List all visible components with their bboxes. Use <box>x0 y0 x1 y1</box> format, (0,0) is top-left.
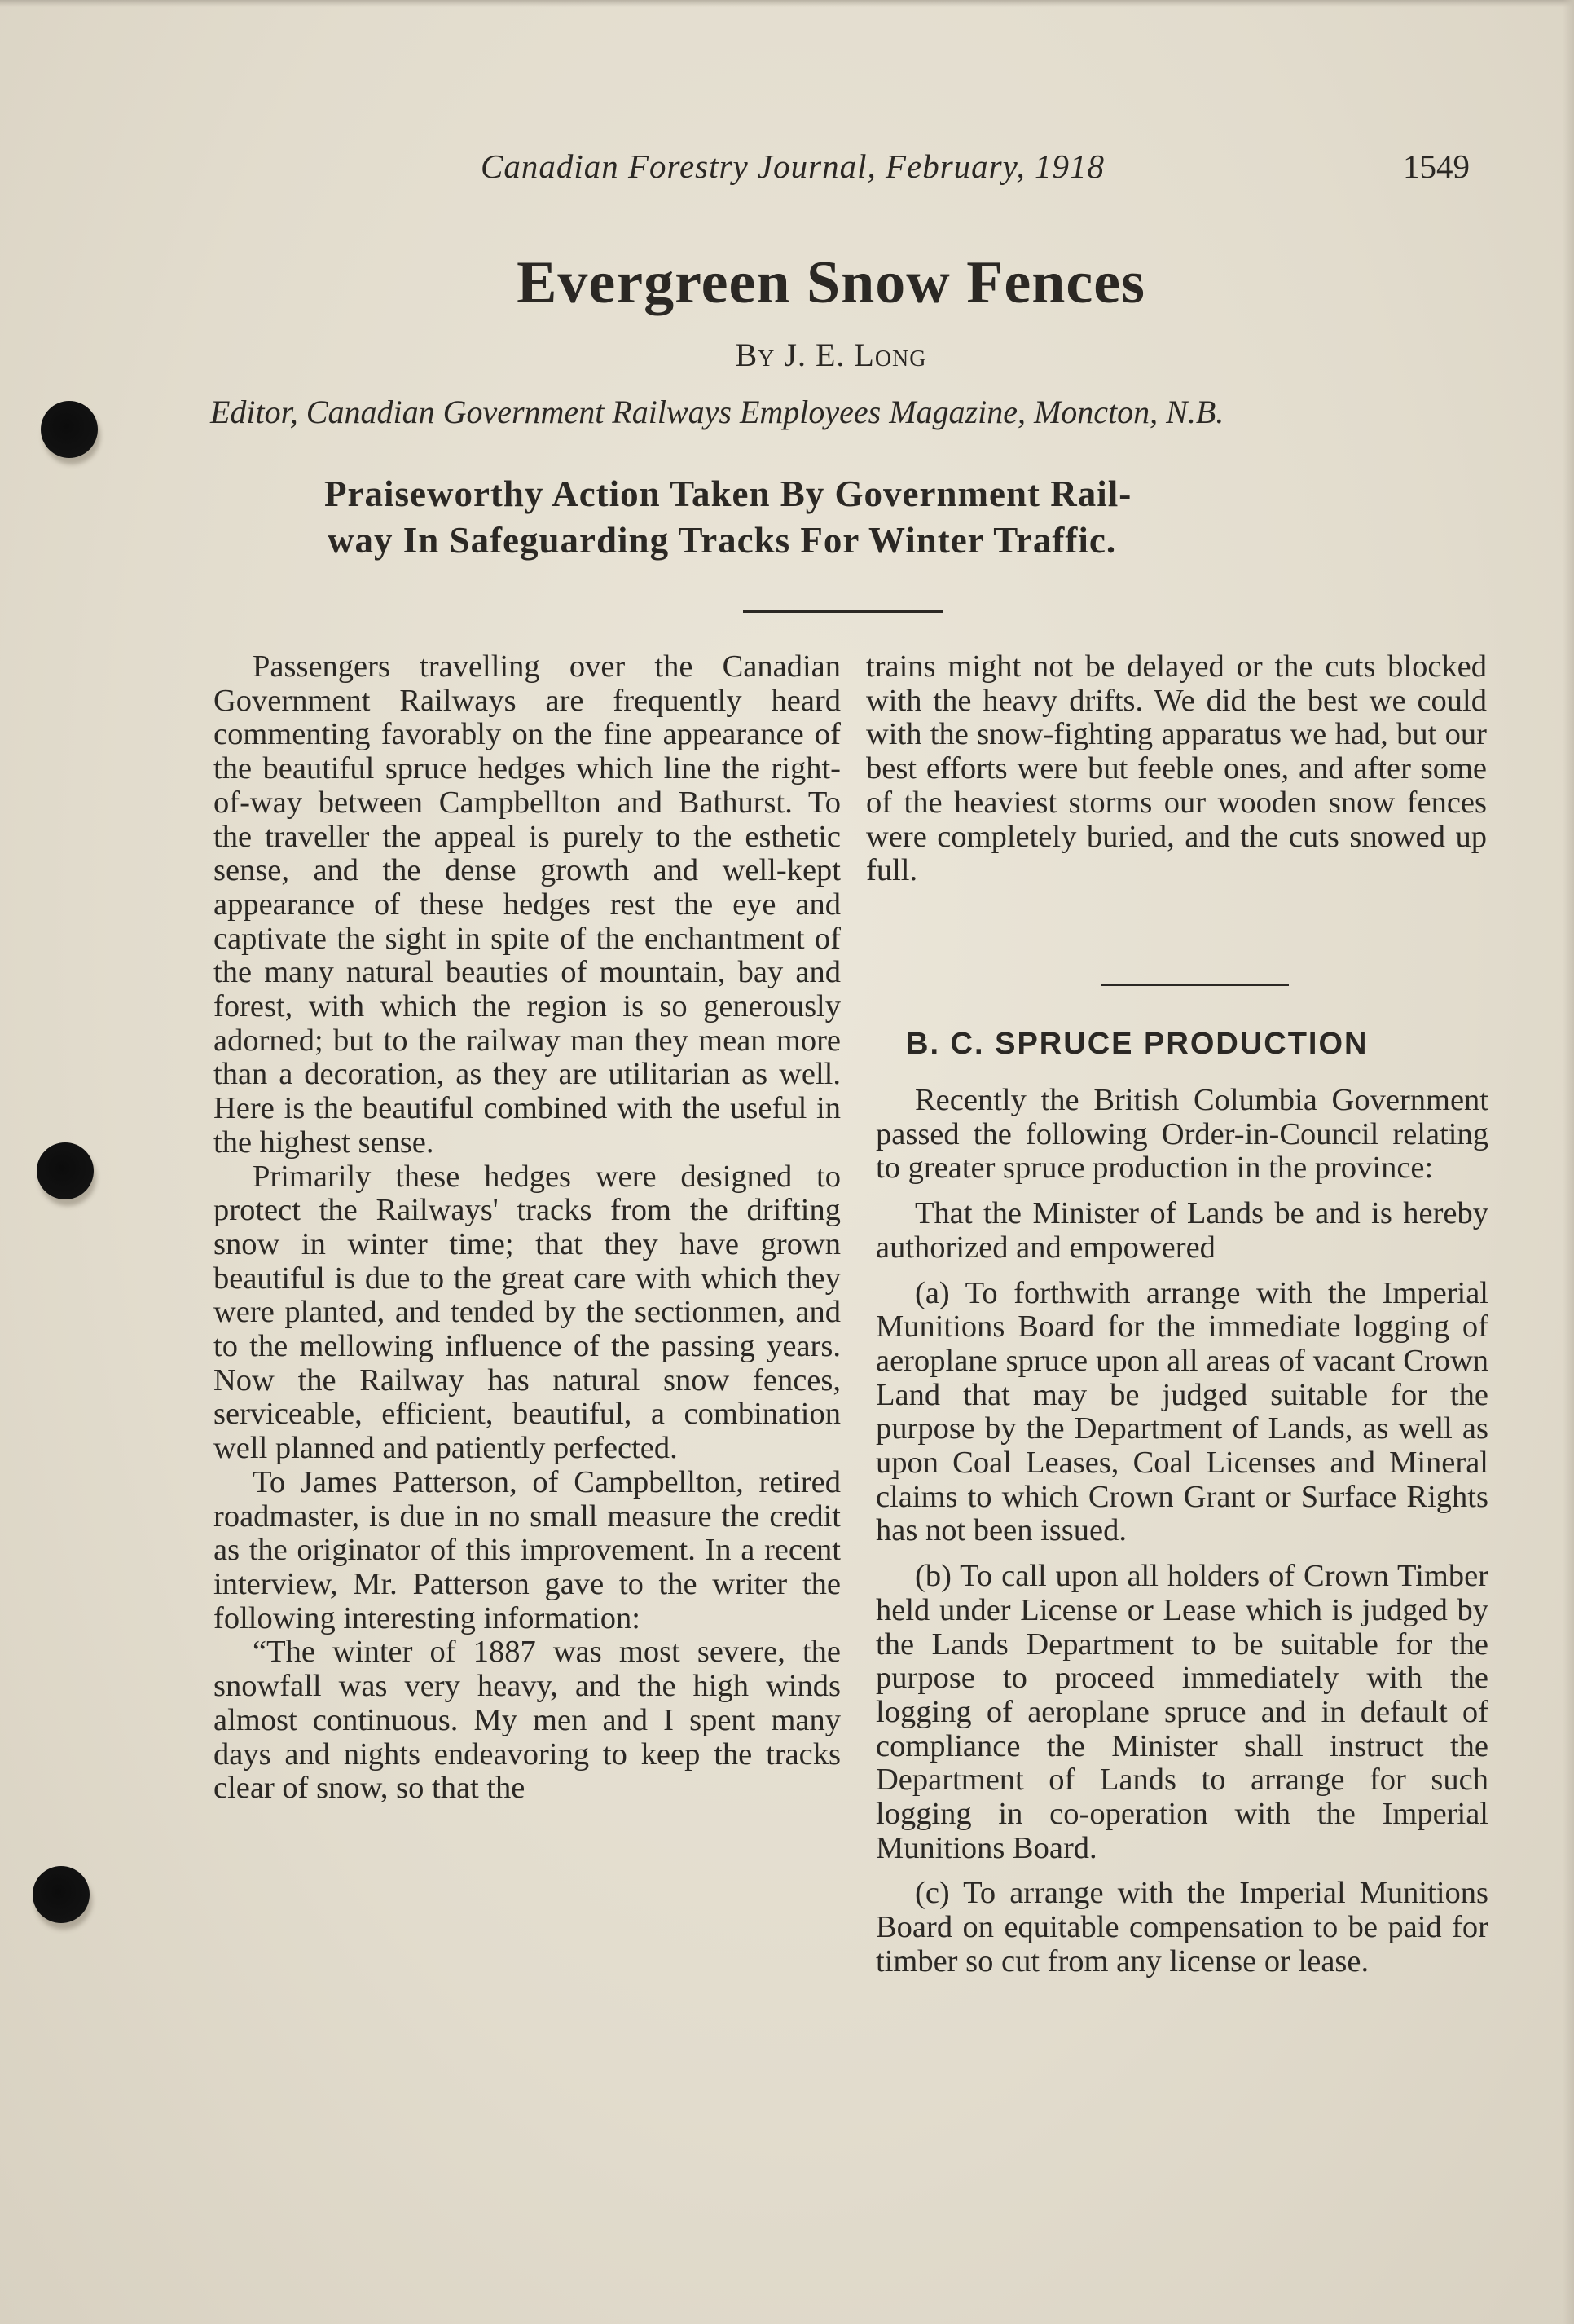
article-byline: By J. E. Long <box>735 337 927 373</box>
page-header <box>0 147 1574 196</box>
page-number: 1549 <box>1403 147 1470 185</box>
paragraph: Primarily these hedges were designed to protect the Railways' tracks from the drifting snow in winter time; that they have grown beautiful is due to the great care with which they were planted, and tended by the sectionmen, and to the mellowing influence of the passing years. Now the Railway has natural snow fences, serviceable, efficient, beautiful, a combination well planned and patiently perfected. <box>213 1159 841 1466</box>
paragraph: That the Minister of Lands be and is hereby authorized and empowered <box>876 1196 1488 1265</box>
binding-hole-middle <box>37 1142 94 1199</box>
section-heading: B. C. SPRUCE PRODUCTION <box>906 1027 1369 1061</box>
running-head: Canadian Forestry Journal, February, 1918 <box>481 147 1106 185</box>
paragraph: Recently the British Columbia Government passed the following Order-in-Council relating to greater spruce production in the province: <box>876 1083 1488 1186</box>
subtitle-line-1: Praiseworthy Action Taken By Government Rail- <box>324 473 1132 514</box>
article-subtitle <box>324 471 1383 564</box>
paragraph: (c) To arrange with the Imperial Munitions Board on equitable compensation to be paid for timber so cut from any license or lease. <box>876 1876 1488 1978</box>
paragraph-continuation: trains might not be delayed or the cuts blocked with the heavy drifts. We did the best we could with the snow-fighting apparatus we had, but our best efforts were but feeble ones, and after some of the heaviest storms our wooden snow fences were completely buried, and the cuts snowed up full. <box>866 649 1487 888</box>
paragraph: (b) To call upon all holders of Crown Timber held under License or Lease which is judged by the Lands Department to be suitable for the purpose to proceed immediately with the logging of aeroplane spruce and in default of compliance the Minister shall instruct the Department of Lands to arrange for such logging in co-operation with the Imperial Munitions Board. <box>876 1559 1488 1865</box>
paragraph: (a) To forthwith arrange with the Imperial Munitions Board for the immediate logging of aeroplane spruce upon all areas of vacant Crown Land that may be judged suitable for the purpose by the Department of Lands, as well as upon Coal Leases, Coal Licenses and Mineral claims to which Crown Grant or Surface Rights has not been issued. <box>876 1275 1488 1548</box>
paragraph: “The winter of 1887 was most severe, the snowfall was very heavy, and the high winds almost continuous. My men and I spent many days and nights endeavoring to keep the tracks clear of snow, so that the <box>213 1635 841 1806</box>
paragraph: Passengers travelling over the Canadian Government Railways are frequently heard commenting favorably on the fine appearance of the beautiful spruce hedges which line the right-of-way between Campbellton and Bathurst. To the traveller the appeal is purely to the esthetic sense, and the dense growth and well-kept appearance of these hedges rest the eye and captivate the sight in spite of the enchantment of the many natural beauties of mountain, bay and forest, with which the region is so generously adorned; but to the railway man they mean more than a decoration, as they are utilitarian as well. Here is the beautiful combined with the useful in the highest sense. <box>213 649 841 1160</box>
right-column-section <box>876 1084 1488 1991</box>
binding-hole-top <box>41 401 98 458</box>
subtitle-line-2: way In Safeguarding Tracks For Winter Traffic. <box>328 520 1117 561</box>
article-title: Evergreen Snow Fences <box>517 249 1145 316</box>
title-divider <box>743 610 943 613</box>
right-column-top <box>866 650 1487 888</box>
binding-hole-bottom <box>33 1866 90 1923</box>
paragraph: To James Patterson, of Campbellton, retired roadmaster, is due in no small measure the credit as the originator of this improvement. In a recent interview, Mr. Patterson gave to the writer the following interesting information: <box>213 1464 841 1635</box>
left-column <box>213 650 841 1806</box>
author-affiliation: Editor, Canadian Government Railways Employees Magazine, Moncton, N.B. <box>210 394 1224 430</box>
page-top-edge <box>0 0 1574 7</box>
section-divider <box>1101 984 1289 986</box>
